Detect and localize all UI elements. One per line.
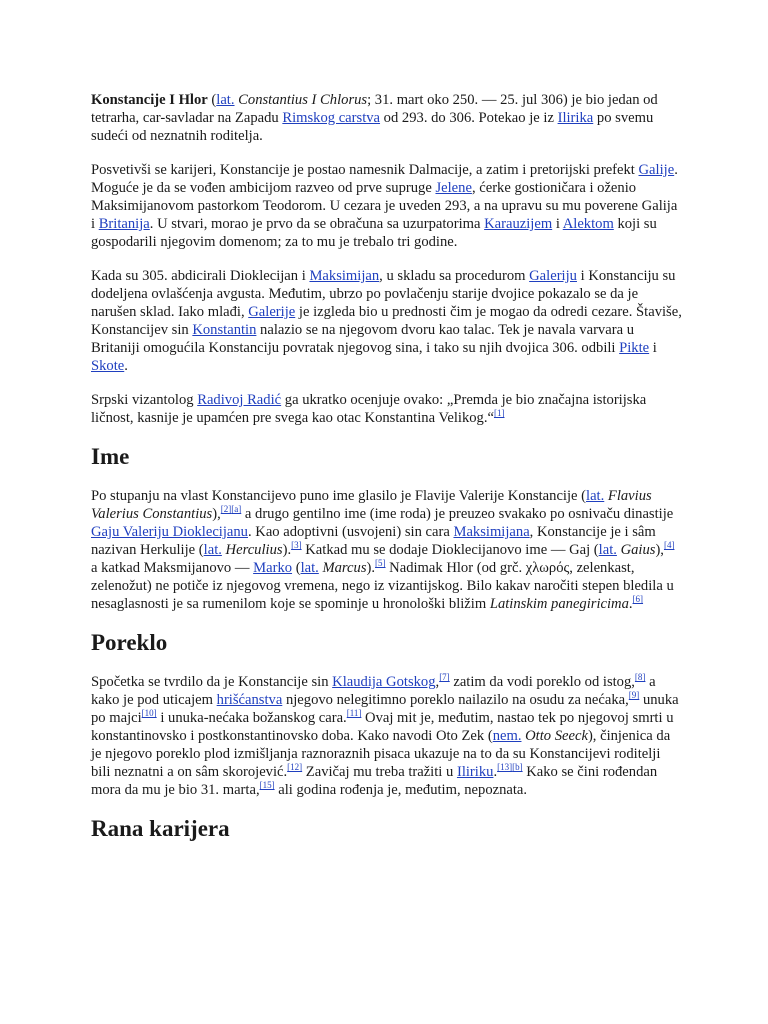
reference-13[interactable]: [13] — [497, 762, 513, 773]
reference-1[interactable]: [1] — [493, 408, 505, 419]
link-skoti[interactable]: Skote — [91, 358, 125, 374]
text-run: . Moguće je da se vođen ambicijom razveo od prve supruge — [91, 162, 678, 196]
reference-b[interactable]: [b] — [512, 762, 523, 773]
text-run: Kada su 305. abdicirali Dioklecijan i — [91, 268, 310, 284]
reference-12[interactable]: [12] — [287, 762, 303, 773]
heading-ime: Ime — [91, 444, 130, 469]
text-run: ), — [655, 542, 664, 558]
reference-3[interactable]: [3] — [291, 540, 302, 551]
link-karauzij[interactable]: Karauzijem — [484, 216, 553, 232]
text-run: , ćerke gostioničara i oženio Maksimijanovom pastorkom Teodorom. U cezara je uveden 293, a na upravu su mu poverene Galija i — [91, 180, 678, 232]
latin-full-name: Flavius Valerius Constantius — [91, 488, 652, 522]
heading-rana-karijera: Rana karijera — [91, 816, 230, 841]
text-run: , — [435, 674, 440, 690]
text-run: ali godina rođenja je, međutim, nepoznata. — [274, 782, 528, 798]
link-pikti[interactable]: Pikte — [619, 340, 650, 356]
text-run: nalazio se na njegovom dvoru kao talac. Tek je navala varvara u Britaniji omogućila Konstanciju povratak njegovog sina, i tako su njih dvojica 306. odbili — [91, 322, 634, 356]
text-run: unuka po majci — [91, 692, 679, 726]
reference-5[interactable]: [5] — [375, 558, 386, 569]
text-run: ). — [366, 560, 376, 576]
text-run: Kako se čini rođendan mora da mu je bio 31. marta, — [91, 764, 658, 798]
link-nem[interactable]: nem. — [492, 728, 522, 744]
text-run: od 293. do 306. Potekao je iz — [380, 110, 558, 126]
text-run: ga ukratko ocenjuje ovako: „Premda je bio značajna istorijska ličnost, kasnije je upamćen pre svega kao otac Konstantina Velikog.“ — [91, 392, 647, 426]
reference-6[interactable]: [6] — [632, 594, 644, 605]
career-paragraph — [91, 161, 683, 251]
text-run: i Konstanciju su dodeljena ovlašćenja avgusta. Međutim, ubrzo po povlačenju starije dvojice pokazalo se da je narušen sklad. Iako mlađi, — [91, 268, 676, 320]
text-run: njegovo nelegitimno poreklo nailazilo na osudu za nećaka, — [282, 692, 629, 708]
article-body — [91, 91, 683, 859]
text-run: . — [124, 358, 128, 374]
article-title: Konstancije I Hlor — [91, 92, 208, 108]
text-run: Srpski vizantolog — [91, 392, 198, 408]
reference-8[interactable]: [8] — [634, 672, 646, 683]
link-galerije-2[interactable]: Galerije — [248, 304, 296, 320]
reference-4[interactable]: [4] — [663, 540, 675, 551]
text-run: . Kao adoptivni (usvojeni) sin cara — [247, 524, 454, 540]
link-klaudije-gotski[interactable]: Klaudija Gotskog — [332, 674, 436, 690]
reference-11[interactable]: [11] — [346, 708, 362, 719]
reference-7[interactable]: [7] — [439, 672, 450, 683]
intro-paragraph — [91, 91, 683, 145]
text-run: ( — [292, 560, 301, 576]
text-run: ; 31. mart oko 250. — 25. jul 306) je bio jedan od tetrarha, car-savladar na Zapadu — [91, 92, 658, 126]
link-ilirik[interactable]: Ilirika — [557, 110, 594, 126]
text-run: Spočetka se tvrdilo da je Konstancije sin — [91, 674, 333, 690]
reference-10[interactable]: [10] — [141, 708, 157, 719]
text-run: . U stvari, morao je prvo da se obračuna sa uzurpatorima — [149, 216, 485, 232]
radic-quote-paragraph — [91, 391, 683, 427]
text-run: ). — [282, 542, 292, 558]
link-marko[interactable]: Marko — [253, 560, 293, 576]
link-jelena[interactable]: Jelene — [435, 180, 472, 196]
link-alekt[interactable]: Alektom — [562, 216, 614, 232]
link-iliriku[interactable]: Iliriku — [456, 764, 494, 780]
text-run: , Konstancije je i sâm nazivan Herkulije ( — [91, 524, 656, 558]
latin-name: Constantius I Chlorus — [234, 92, 368, 108]
text-run: a drugo gentilno ime (ime roda) je preuzeo svakako po osnivaču dinastije — [241, 506, 674, 522]
text-run: . — [493, 764, 498, 780]
latin-panegyrics: Latinskim panegiricima — [489, 596, 629, 612]
reference-2[interactable]: [2] — [220, 504, 232, 515]
link-maksimijan[interactable]: Maksimijan — [309, 268, 380, 284]
text-run: . — [628, 596, 633, 612]
heading-poreklo: Poreklo — [91, 630, 168, 655]
link-galerije[interactable]: Galeriju — [529, 268, 577, 284]
text-run: Nadimak Hlor (od grč. χλωρός, zelenkast, zelenožut) ne potiče iz njegovog vremena, nego iz vizantijskog. Bilo kakav naročiti stepen bledila u nesaglasnosti je sa rumenilom koje se spominje u hronološki bližim — [91, 560, 674, 612]
link-konstantin[interactable]: Konstantin — [192, 322, 257, 338]
reference-a[interactable]: [a] — [231, 504, 242, 515]
text-run: po svemu sudeći od neznatnih roditelja. — [91, 110, 654, 144]
text-run: , u skladu sa procedurom — [379, 268, 530, 284]
text-run: je izgleda bio u prednosti čim je mogao da odredi cezare. Štaviše, Konstancijev sin — [91, 304, 682, 338]
text-run: a katkad Maksmijanovo — — [91, 560, 254, 576]
link-galija[interactable]: Galije — [638, 162, 675, 178]
text-run: i unuka-nećaka božanskog cara. — [156, 710, 347, 726]
latin-gaius: Gaius — [616, 542, 656, 558]
link-radivoj-radic[interactable]: Radivoj Radić — [197, 392, 282, 408]
link-britanija[interactable]: Britanija — [98, 216, 150, 232]
text-run: zatim da vodi poreklo od istog, — [449, 674, 635, 690]
otto-seeck: Otto Seeck — [521, 728, 588, 744]
text-run: Po stupanju na vlast Konstancijevo puno ime glasilo je Flavije Valerije Konstancije ( — [91, 488, 587, 504]
link-lat[interactable]: lat. — [300, 560, 319, 576]
origin-paragraph — [91, 673, 683, 799]
link-lat[interactable]: lat. — [586, 488, 605, 504]
text-run: i — [552, 216, 563, 232]
link-lat[interactable]: lat. — [598, 542, 617, 558]
link-gaj-valerije-dioklecijan[interactable]: Gaju Valeriju Dioklecijanu — [91, 524, 248, 540]
link-lat[interactable]: lat. — [203, 542, 222, 558]
reference-9[interactable]: [9] — [628, 690, 640, 701]
text-run: i — [649, 340, 657, 356]
abdication-paragraph — [91, 267, 683, 375]
latin-herculius: Herculius — [221, 542, 283, 558]
text-run: Ovaj mit je, međutim, nastao tek po njegovoj smrti u konstantinovsko i postkonstantinovsko doba. Kako navodi Oto Zek ( — [91, 710, 674, 744]
text-run: Posvetivši se karijeri, Konstancije je postao namesnik Dalmacije, a zatim i pretorijski prefekt — [91, 162, 639, 178]
link-hriscanstvo[interactable]: hrišćanstva — [216, 692, 283, 708]
name-paragraph — [91, 487, 683, 613]
latin-marcus: Marcus — [318, 560, 367, 576]
text-run: ), — [212, 506, 221, 522]
reference-15[interactable]: [15] — [259, 780, 275, 791]
text-run: Zavičaj mu treba tražiti u — [302, 764, 457, 780]
link-rimsko-carstvo[interactable]: Rimskog carstva — [282, 110, 381, 126]
link-maksimijana[interactable]: Maksimijana — [453, 524, 530, 540]
text-run: a kako je pod uticajem — [91, 674, 656, 708]
text-run: ( — [207, 92, 217, 108]
link-lat[interactable]: lat. — [216, 92, 235, 108]
text-run: Katkad mu se dodaje Dioklecijanovo ime — Gaj ( — [301, 542, 599, 558]
text-run: ), činjenica da je njegovo poreklo plod izmišljanja raznoraznih pisaca ukazuje na to da su Konstancijevi roditelji bili neznatni a on sâm skorojević. — [91, 728, 671, 780]
text-run: koji su gospodarili njegovim domenom; za to mu je trebalo tri godine. — [91, 216, 657, 250]
